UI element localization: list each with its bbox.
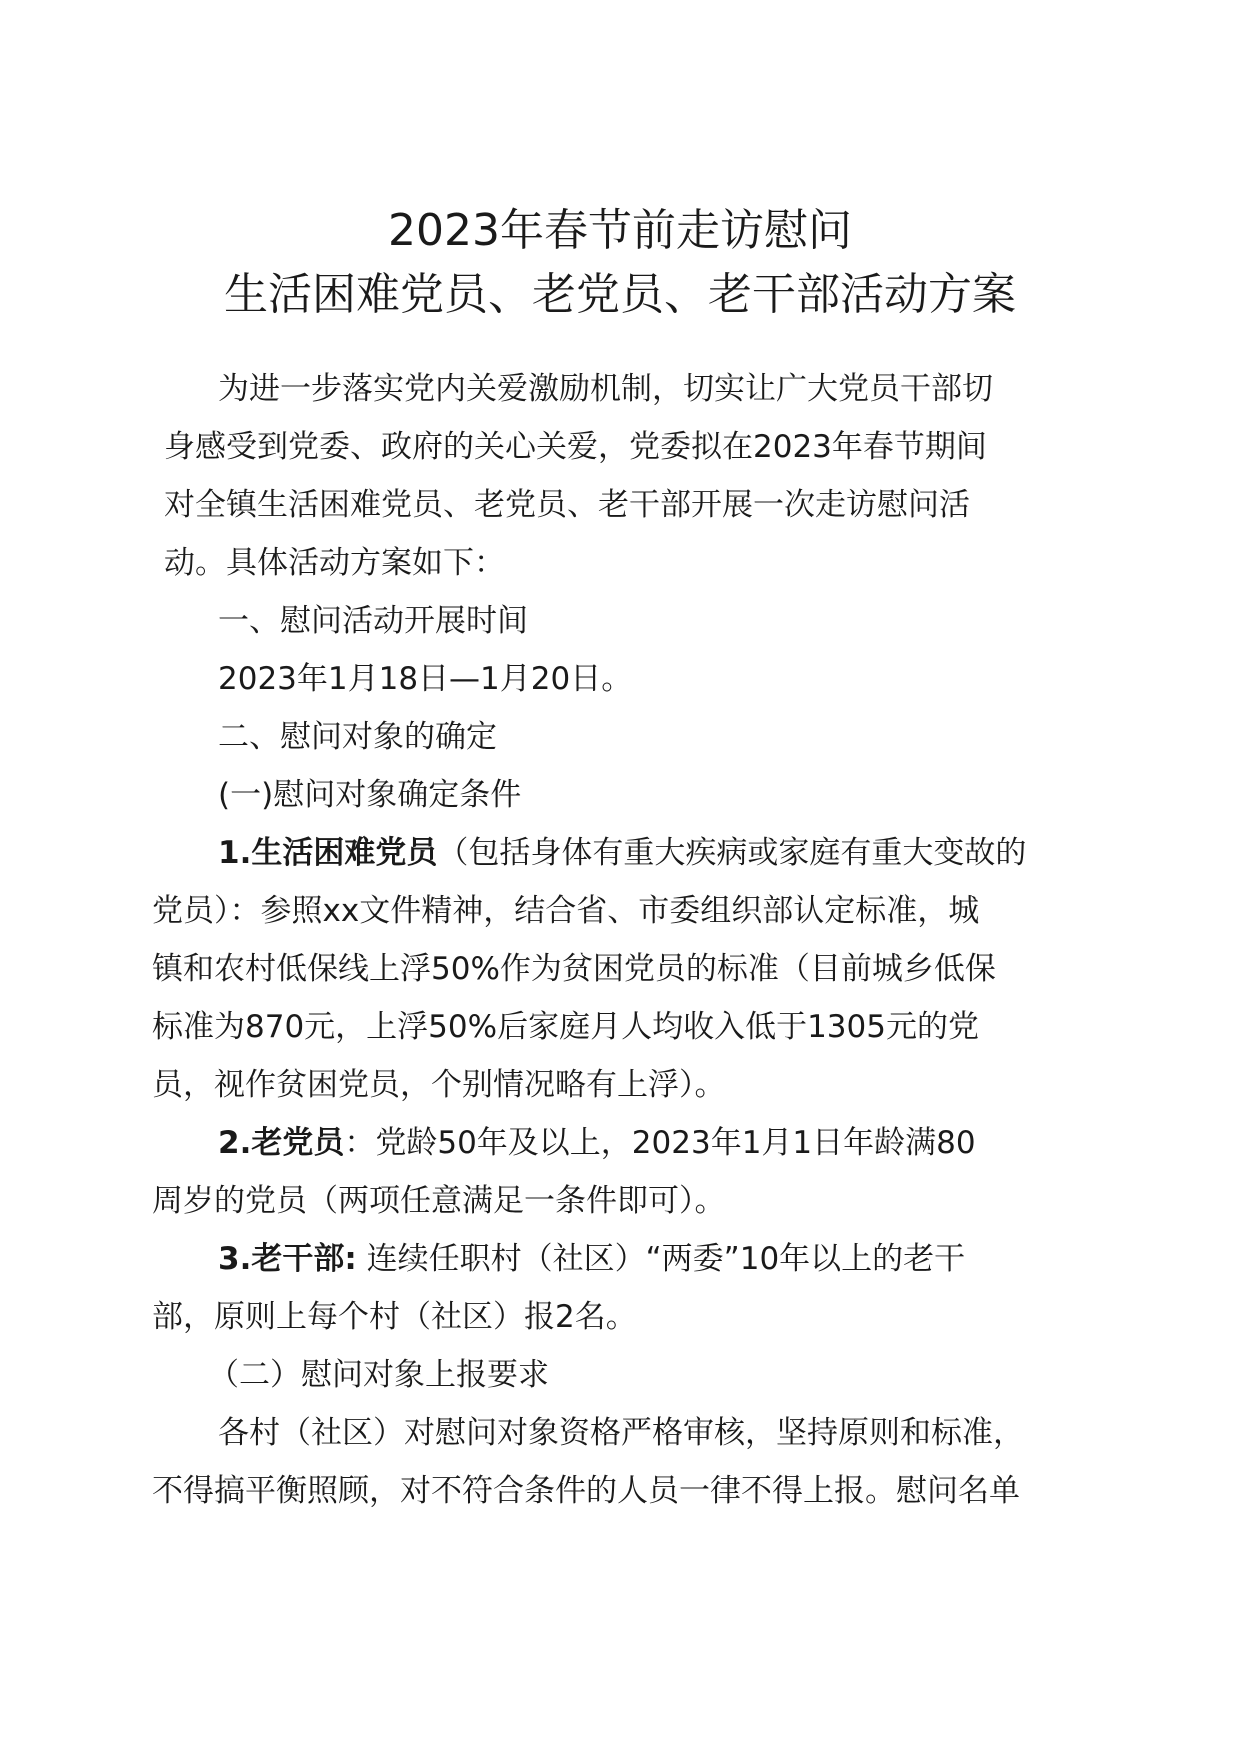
intro-line-2: 身感受到党委、政府的关心关爱，党委拟在2023年春节期间 (164, 429, 987, 465)
item-1-line-4: 标准为870元，上浮50%后家庭月人均收入低于1305元的党 (152, 1009, 979, 1045)
item-2-text: ：党龄50年及以上，2023年1月1日年龄满80 (344, 1125, 976, 1161)
paragraph-line-1: 各村（社区）对慰问对象资格严格审核，坚持原则和标准， (218, 1415, 1024, 1451)
item-1-line-3: 镇和农村低保线上浮50%作为贫困党员的标准（目前城乡低保 (152, 951, 996, 987)
intro-line-1: 为进一步落实党内关爱激励机制，切实让广大党员干部切 (218, 371, 993, 407)
item-1-line-2: 党员）：参照xx文件精神，结合省、市委组织部认定标准，城 (152, 893, 980, 929)
document-title-line-1: 2023年春节前走访慰问 (388, 205, 852, 256)
intro-line-3: 对全镇生活困难党员、老党员、老干部开展一次走访慰问活 (164, 487, 970, 523)
item-3-text: 连续任职村（社区）“两委”10年以上的老干 (356, 1241, 966, 1277)
item-1-line-1 (152, 824, 1092, 882)
item-1-label: 1.生活困难党员 (218, 835, 438, 871)
item-2-line-1 (152, 1114, 1092, 1172)
item-3-label: 3.老干部: (218, 1241, 357, 1277)
subsection-1-heading: (一)慰问对象确定条件 (218, 777, 522, 813)
item-3-line-2: 部，原则上每个村（社区）报2名。 (152, 1299, 637, 1335)
item-2-label: 2.老党员 (218, 1125, 345, 1161)
item-3-line-1 (152, 1230, 1092, 1288)
subsection-2-heading: （二）慰问对象上报要求 (208, 1357, 549, 1393)
item-1-text: （包括身体有重大疾病或家庭有重大变故的 (437, 835, 1027, 871)
intro-line-4: 动。具体活动方案如下： (164, 545, 505, 581)
section-1-dates: 2023年1月18日—1月20日。 (218, 661, 633, 697)
paragraph-line-2: 不得搞平衡照顾，对不符合条件的人员一律不得上报。慰问名单 (152, 1473, 1020, 1509)
section-1-heading: 一、慰问活动开展时间 (218, 603, 528, 639)
section-2-heading: 二、慰问对象的确定 (218, 719, 497, 755)
item-1-line-5: 员，视作贫困党员，个别情况略有上浮）。 (152, 1067, 726, 1103)
document-title-line-2: 生活困难党员、老党员、老干部活动方案 (224, 269, 1016, 320)
item-2-line-2: 周岁的党员（两项任意满足一条件即可）。 (152, 1183, 726, 1219)
document-body (152, 360, 1092, 1520)
